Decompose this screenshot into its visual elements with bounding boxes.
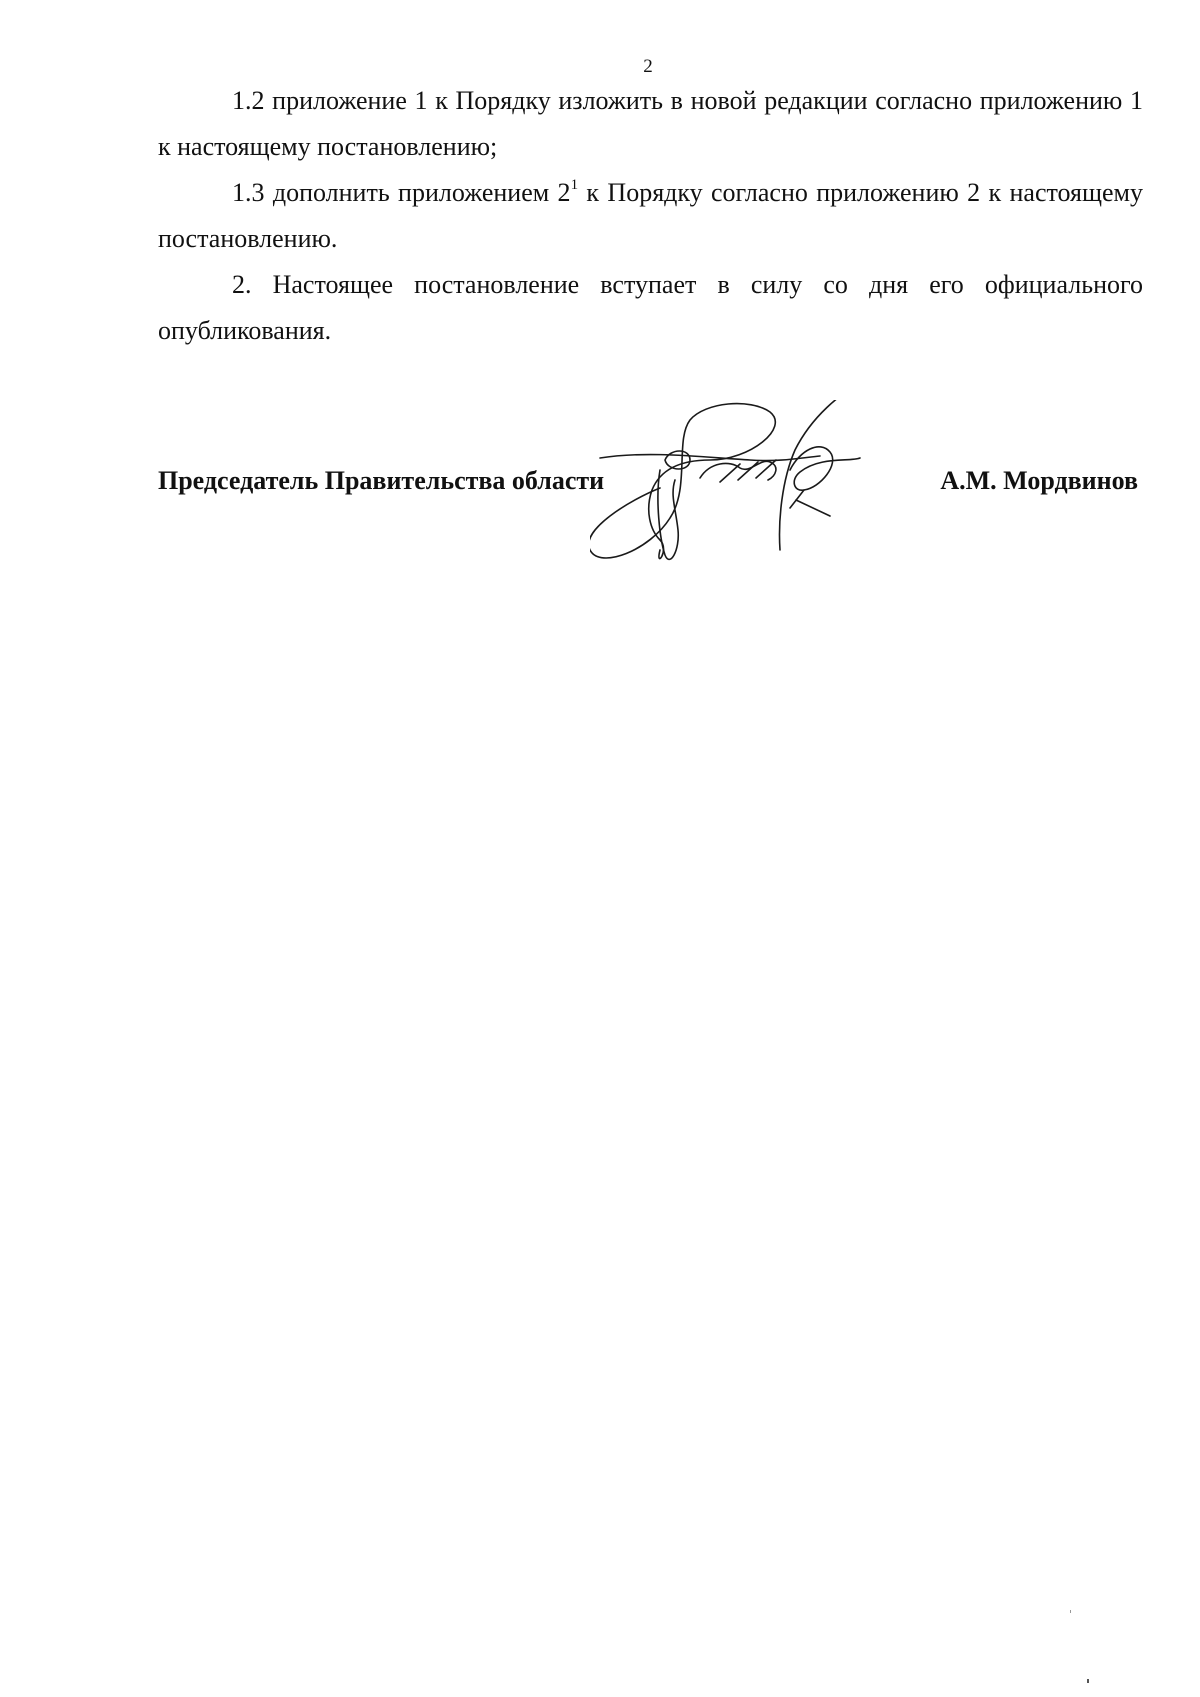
paragraph-1-2: 1.2 приложение 1 к Порядку изложить в новой редакции согласно приложению 1 к настоящему постановлению; xyxy=(158,86,1143,161)
signatory-name: А.М. Мордвинов xyxy=(940,466,1138,495)
paragraph-1-3 xyxy=(158,170,1143,262)
scan-artifact xyxy=(1070,1610,1071,1613)
scan-artifact xyxy=(1087,1679,1089,1683)
signatory-title: Председатель Правительства области xyxy=(158,466,605,495)
paragraph-1-3-text: 1.3 дополнить приложением 2 xyxy=(232,178,571,207)
document-body xyxy=(158,78,1143,354)
handwritten-signature xyxy=(590,400,940,600)
paragraph-2: 2. Настоящее постановление вступает в силу со дня его официального опубликования. xyxy=(158,270,1143,345)
superscript-index: 1 xyxy=(570,177,579,194)
page-number: 2 xyxy=(643,56,653,77)
paragraph-1-3-continuation: к Порядку согласно приложению 2 к настоящему постановлению. xyxy=(158,178,1144,253)
